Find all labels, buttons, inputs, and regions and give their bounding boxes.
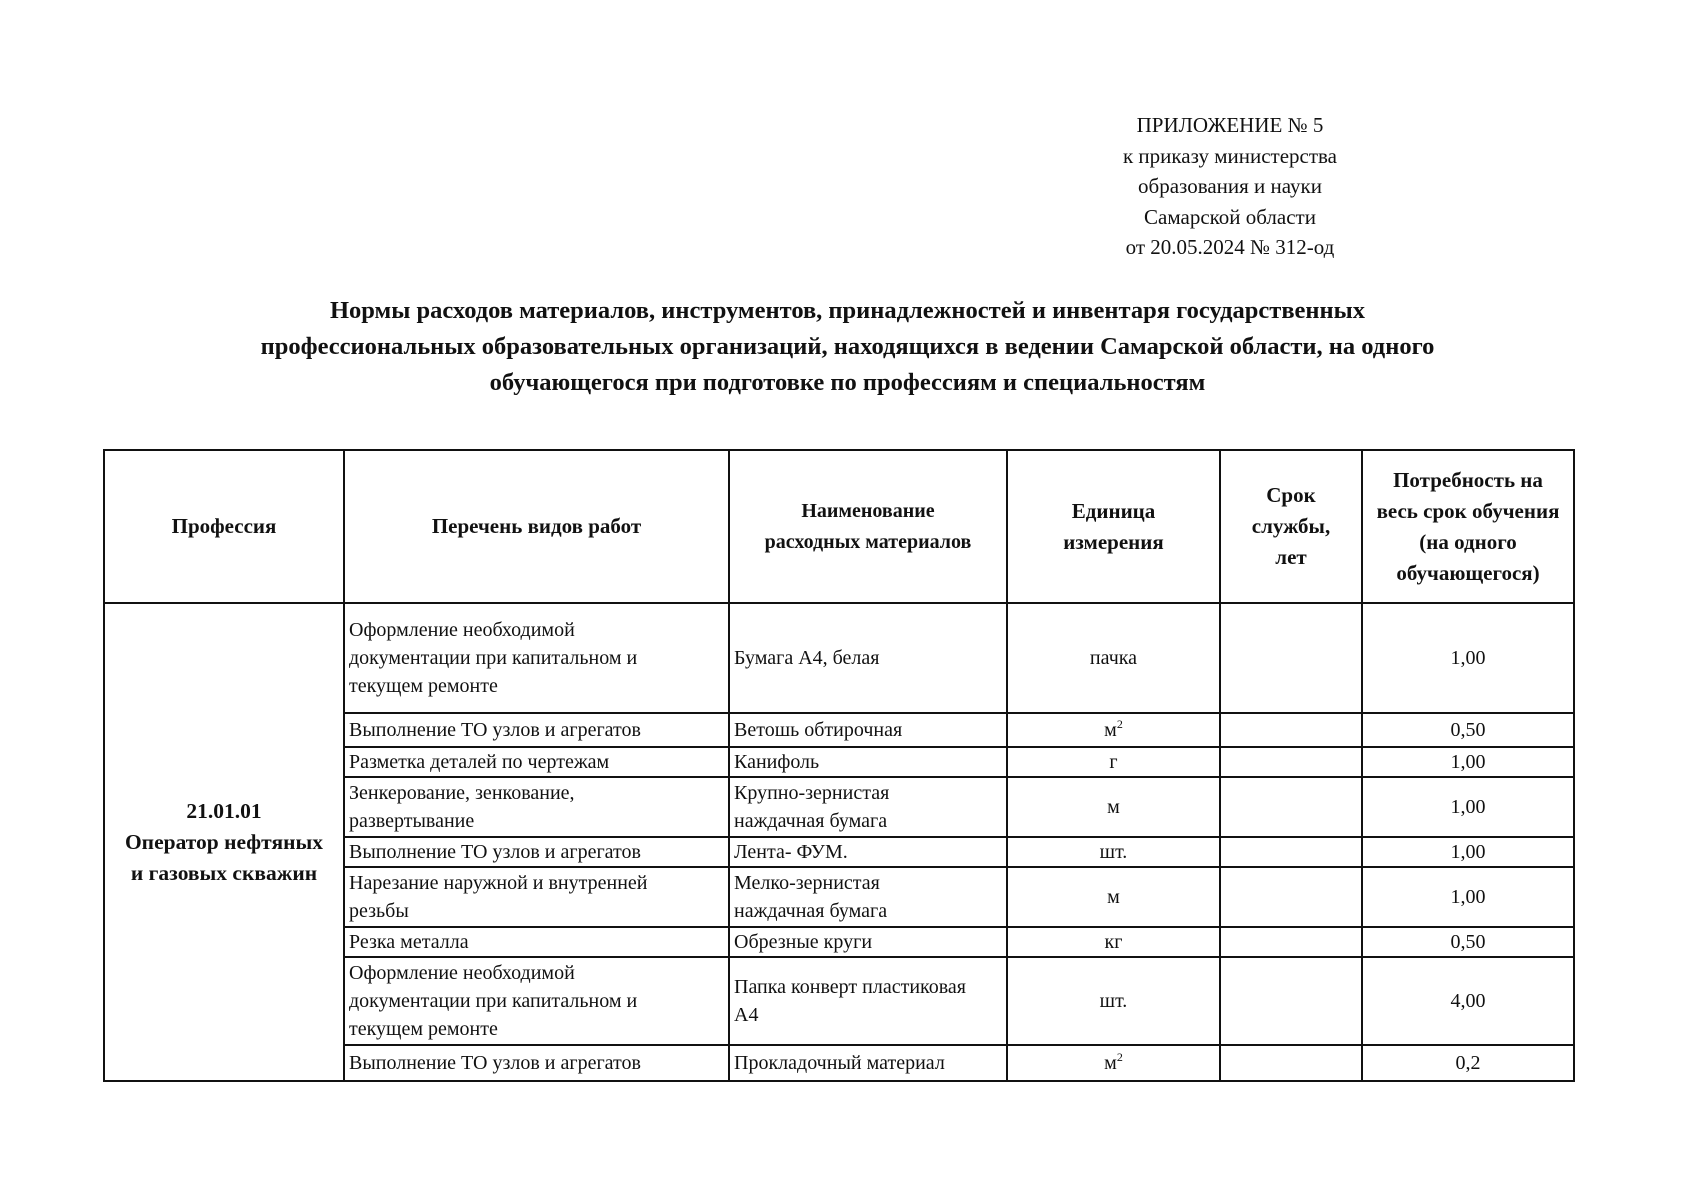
work-type-cell: Зенкерование, зенкование, развертывание [344, 777, 729, 837]
document-title [140, 293, 1555, 401]
work-type-cell: Разметка деталей по чертежам [344, 747, 729, 777]
title-line: обучающегося при подготовке по профессиям и специальностям [489, 369, 1206, 396]
header-works: Перечень видов работ [344, 450, 729, 603]
quantity-cell: 1,00 [1362, 777, 1574, 837]
table-body [104, 603, 1574, 1081]
unit-cell: $м^2$ [1007, 1045, 1220, 1081]
service-life-cell [1220, 747, 1362, 777]
quantity-cell: 0,2 [1362, 1045, 1574, 1081]
quantity-cell: 1,00 [1362, 867, 1574, 927]
attachment-line: ПРИЛОЖЕНИЕ № 5 [1136, 113, 1324, 137]
material-cell: Мелко-зернистая наждачная бумага [729, 867, 1007, 927]
service-life-cell [1220, 867, 1362, 927]
unit-cell: м [1007, 867, 1220, 927]
title-line: Нормы расходов материалов, инструментов, принадлежностей и инвентаря государственных [329, 297, 1366, 324]
work-type-cell: Резка металла [344, 927, 729, 957]
quantity-cell: 1,00 [1362, 603, 1574, 713]
unit-superscript: 2 [1116, 717, 1123, 731]
unit-cell: г [1007, 747, 1220, 777]
service-life-cell [1220, 1045, 1362, 1081]
unit-cell: шт. [1007, 957, 1220, 1045]
material-cell: Крупно-зернистая наждачная бумага [729, 777, 1007, 837]
attachment-block [1060, 110, 1400, 263]
header-materials: Наименование расходных материалов [729, 450, 1007, 603]
attachment-line: образования и науки [1138, 174, 1322, 198]
service-life-cell [1220, 603, 1362, 713]
work-type-cell: Выполнение ТО узлов и агрегатов [344, 713, 729, 747]
attachment-line: Самарской области [1144, 204, 1316, 229]
quantity-cell: 0,50 [1362, 713, 1574, 747]
service-life-cell [1220, 713, 1362, 747]
work-type-cell: Оформление необходимой документации при капитальном и текущем ремонте [344, 603, 729, 713]
table-header [104, 450, 1574, 603]
unit-cell: $м^2$ [1007, 713, 1220, 747]
unit-cell: шт. [1007, 837, 1220, 867]
work-type-cell: Выполнение ТО узлов и агрегатов [344, 1045, 729, 1081]
material-cell: Канифоль [729, 747, 1007, 777]
profession-cell: 21.01.01 Оператор нефтяных и газовых скважин [104, 603, 344, 1081]
attachment-line: от 20.05.2024 № 312-од [1125, 235, 1335, 259]
service-life-cell [1220, 777, 1362, 837]
service-life-cell [1220, 837, 1362, 867]
quantity-cell: 4,00 [1362, 957, 1574, 1045]
work-type-cell: Выполнение ТО узлов и агрегатов [344, 837, 729, 867]
material-cell: Папка конверт пластиковая А4 [729, 957, 1007, 1045]
table-row [104, 603, 1574, 713]
header-unit: Единица измерения [1007, 450, 1220, 603]
material-cell: Бумага А4, белая [729, 603, 1007, 713]
quantity-cell: 1,00 [1362, 747, 1574, 777]
unit-cell: кг [1007, 927, 1220, 957]
attachment-line: к приказу министерства [1122, 143, 1338, 168]
quantity-cell: 1,00 [1362, 837, 1574, 867]
header-service-life: Срок службы, лет [1220, 450, 1362, 603]
norms-table [103, 449, 1575, 1082]
unit-cell: м [1007, 777, 1220, 837]
material-cell: Обрезные круги [729, 927, 1007, 957]
service-life-cell [1220, 927, 1362, 957]
work-type-cell: Оформление необходимой документации при капитальном и текущем ремонте [344, 957, 729, 1045]
quantity-cell: 0,50 [1362, 927, 1574, 957]
work-type-cell: Нарезание наружной и внутренней резьбы [344, 867, 729, 927]
header-need: Потребность на весь срок обучения (на одного обучающегося) [1362, 450, 1574, 603]
title-line: профессиональных образовательных организаций, находящихся в ведении Самарской области, на одного [260, 333, 1435, 360]
material-cell: Лента- ФУМ. [729, 837, 1007, 867]
unit-cell: пачка [1007, 603, 1220, 713]
material-cell: Ветошь обтирочная [729, 713, 1007, 747]
service-life-cell [1220, 957, 1362, 1045]
header-profession: Профессия [104, 450, 344, 603]
material-cell: Прокладочный материал [729, 1045, 1007, 1081]
unit-superscript: 2 [1116, 1050, 1123, 1064]
